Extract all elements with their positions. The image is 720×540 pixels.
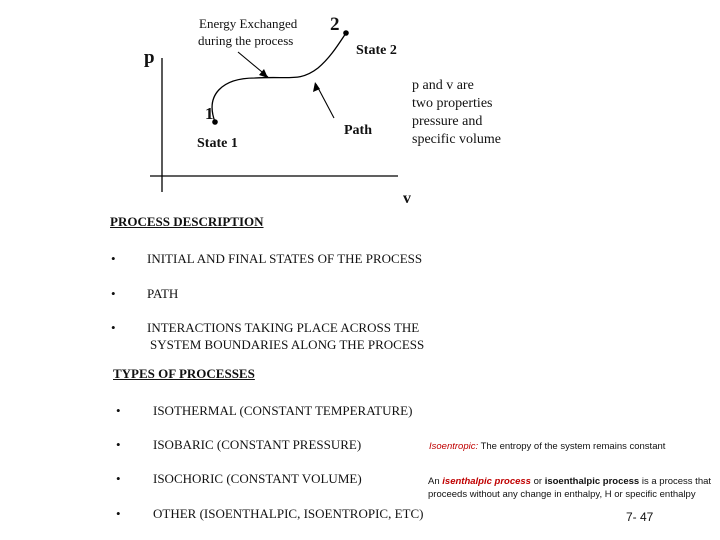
energy-label-line2: during the process [198,33,294,48]
bullet-dot: • [116,506,121,521]
state1-label: State 1 [197,136,238,151]
bullet-dot: • [116,471,121,486]
p-axis-label: p [144,47,155,68]
isentropic-definition: The entropy of the system remains constant [478,441,666,452]
isentropic-term: Isoentropic: [429,441,479,452]
properties-line: p and v are [412,78,474,93]
type-other: OTHER (ISOENTHALPIC, ISOENTROPIC, ETC) [153,506,424,521]
path-label: Path [344,123,372,138]
state2-point [343,30,349,36]
state1-number: 1 [205,104,214,123]
page-number: 7- 47 [626,510,654,524]
bullet-dot: • [116,437,121,452]
v-axis-label: v [403,190,411,207]
isentropic-note [429,441,665,452]
isenthalpic-note-line1 [428,476,711,487]
types-heading: TYPES OF PROCESSES [113,366,255,381]
process-bullet-1: INITIAL AND FINAL STATES OF THE PROCESS [147,251,423,266]
bullet-dot: • [111,286,116,301]
type-isobaric: ISOBARIC (CONSTANT PRESSURE) [153,437,362,452]
bullet-dot: • [111,320,116,335]
isenthalpic-term: isenthalpic process [442,476,531,487]
energy-label-line1: Energy Exchanged [199,16,298,31]
properties-line: two properties [412,96,493,111]
properties-note [412,77,501,149]
state2-number: 2 [330,14,340,35]
process-bullet-3: INTERACTIONS TAKING PLACE ACROSS THE [147,320,420,335]
properties-line: pressure and [412,114,483,129]
isenthalpic-or: or [530,476,545,487]
isoenthalpic-term: isoenthalpic process [544,476,640,487]
bullet-dot: • [116,403,121,418]
bullet-dot: • [111,251,116,266]
state2-label: State 2 [356,43,397,58]
isenthalpic-an: An [428,476,443,487]
process-description-heading: PROCESS DESCRIPTION [110,214,264,229]
process-bullet-3-cont: SYSTEM BOUNDARIES ALONG THE PROCESS [150,337,425,352]
isenthalpic-note-line2: proceeds without any change in enthalpy, H or specific enthalpy [428,489,696,500]
process-bullet-2: PATH [147,286,179,301]
properties-line: specific volume [412,132,502,147]
type-isothermal: ISOTHERMAL (CONSTANT TEMPERATURE) [153,403,413,418]
type-isochoric: ISOCHORIC (CONSTANT VOLUME) [153,471,362,486]
isenthalpic-def1: is a process that [639,476,712,487]
